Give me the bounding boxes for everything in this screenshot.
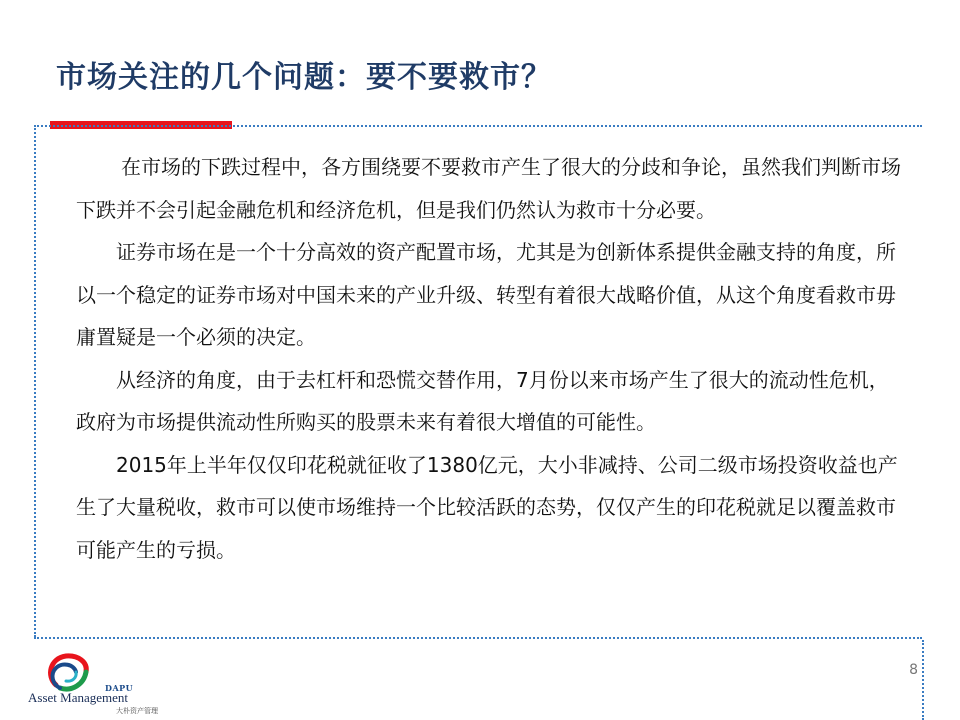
body-paragraph: 在市场的下跌过程中，各方围绕要不要救市产生了很大的分歧和争论，虽然我们判断市场下跌并不会引起金融危机和经济危机，但是我们仍然认为救市十分必要。 <box>76 155 901 222</box>
company-logo <box>28 650 158 720</box>
page-number: 8 <box>909 662 918 678</box>
logo-ring-icon <box>44 652 92 694</box>
logo-company-name-cn: 大朴资产管理 <box>116 707 158 715</box>
logo-company-name: Asset Management <box>28 690 129 705</box>
logo-brand-latin: DAPU <box>105 683 134 693</box>
slide-title: 市场关注的几个问题：要不要救市？ <box>56 60 552 95</box>
frame-left-border <box>34 125 36 637</box>
body-paragraph: 证券市场在是一个十分高效的资产配置市场，尤其是为创新体系提供金融支持的角度，所以一个稳定的证券市场对中国未来的产业升级、转型有着很大战略价值，从这个角度看救市毋庸置疑是一个必须的决定。 <box>76 240 896 349</box>
frame-top-border <box>34 125 922 127</box>
body-paragraph: 2015年上半年仅仅印花税就征收了1380亿元，大小非减持、公司二级市场投资收益也产生了大量税收，救市可以使市场维持一个比较活跃的态势，仅仅产生的印花税就足以覆盖救市可能产生的亏损。 <box>76 452 898 562</box>
frame-bottom-border <box>34 637 922 639</box>
body-paragraph: 从经济的角度，由于去杠杆和恐慌交替作用，7月份以来市场产生了很大的流动性危机，政府为市场提供流动性所购买的股票未来有着很大增值的可能性。 <box>76 367 889 434</box>
frame-right-border <box>922 640 924 720</box>
slide-body <box>76 146 906 571</box>
